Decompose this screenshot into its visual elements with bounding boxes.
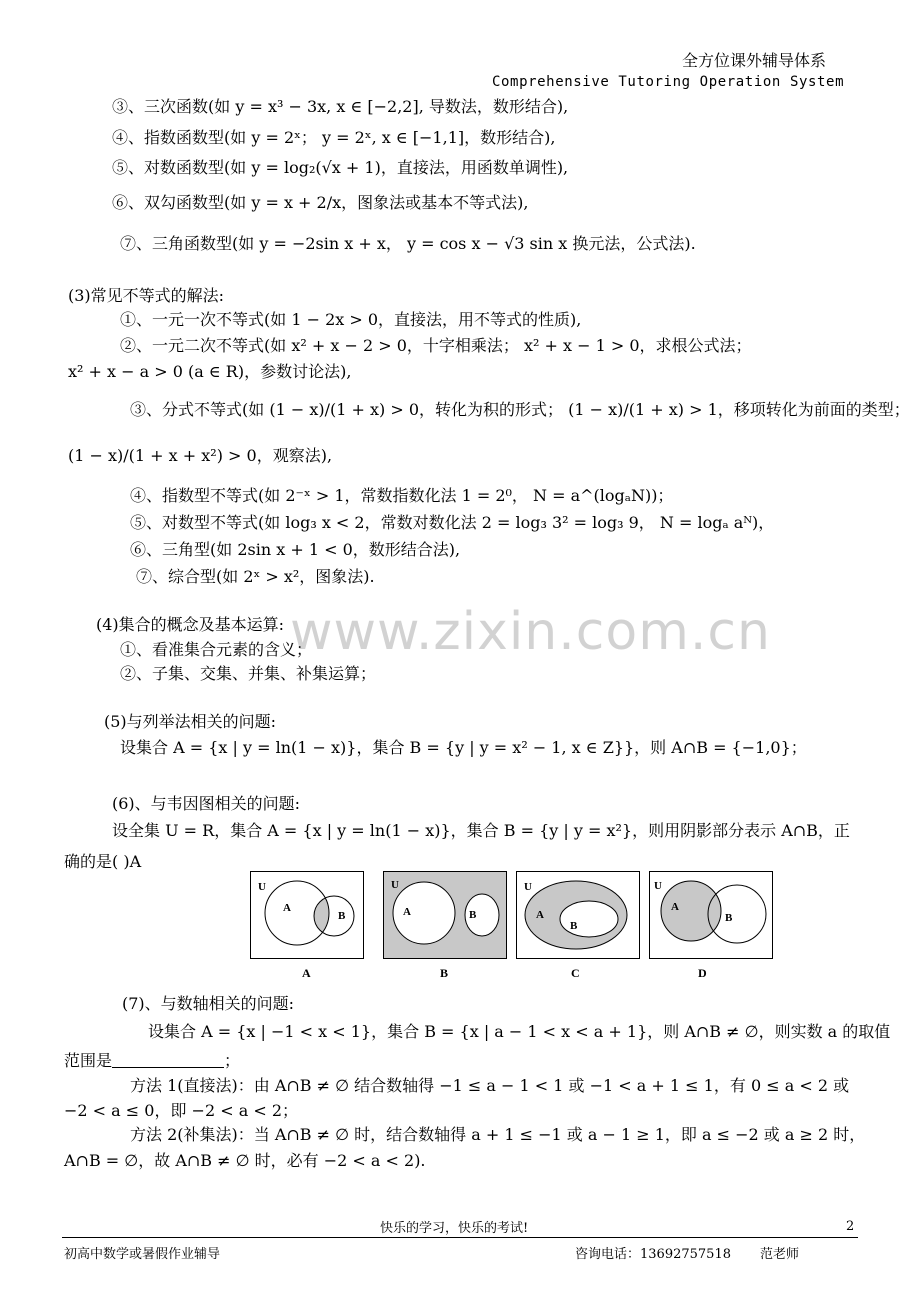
line-method-2: 方法 2(补集法)：当 A∩B ≠ ∅ 时，结合数轴得 a + 1 ≤ −1 或 a − 1 ≥ 1，即 a ≤ −2 或 a ≥ 2 时， xyxy=(130,1125,866,1144)
line-method-1-cont: −2 < a ≤ 0，即 −2 < a < 2； xyxy=(64,1101,299,1120)
line-trig-inequality: ⑥、三角型(如 2sin x + 1 < 0，数形结合法), xyxy=(130,540,461,559)
line-log-inequality: ⑤、对数型不等式(如 log₃ x < 2，常数对数化法 2 = log₃ 3² = log₃ 9， N = logₐ aᴺ)， xyxy=(130,513,775,532)
line-quadratic-inequality-cont: x² + x − a > 0 (a ∈ R)，参数讨论法), xyxy=(68,362,352,381)
line-exponential-function: ④、指数函数型(如 y = 2ˣ； y = 2ˣ, x ∈ [−1,1]，数形结合), xyxy=(112,128,556,147)
header-title-cn: 全方位课外辅导体系 xyxy=(682,51,827,70)
line-enumeration-example: 设集合 A = {x | y = ln(1 − x)}，集合 B = {y | y = x² − 1, x ∈ Z}}，则 A∩B = {−1,0}； xyxy=(120,738,807,757)
line-cubic-function: ③、三次函数(如 y = x³ − 3x, x ∈ [−2,2], 导数法，数形结合), xyxy=(112,97,569,116)
venn-set-a xyxy=(661,881,721,941)
line-fractional-inequality: ③、分式不等式(如 (1 − x)/(1 + x) > 0，转化为积的形式； (1 − x)/(1 + x) > 1，移项转化为前面的类型； xyxy=(130,400,910,419)
venn-b-label: B xyxy=(570,920,578,932)
line-method-2-cont: A∩B = ∅，故 A∩B ≠ ∅ 时，必有 −2 < a < 2). xyxy=(64,1151,426,1170)
line-fractional-inequality-cont: (1 − x)/(1 + x + x²) > 0，观察法), xyxy=(68,446,333,465)
venn-option-c: C xyxy=(571,966,580,980)
venn-b-label: B xyxy=(338,910,346,922)
line-trig-function: ⑦、三角函数型(如 y = −2sin x + x， y = cos x − √3 sin x 换元法，公式法). xyxy=(120,234,696,253)
venn-option-b: B xyxy=(440,966,449,980)
footer-teacher: 范老师 xyxy=(760,1247,800,1262)
venn-u-label: U xyxy=(654,880,662,892)
venn-b-label: B xyxy=(469,909,477,921)
venn-diagram-a xyxy=(250,871,364,959)
venn-a-label: A xyxy=(536,909,544,921)
footer-slogan: 快乐的学习，快乐的考试! xyxy=(380,1221,529,1236)
venn-u-label: U xyxy=(524,881,532,893)
line-range-blank xyxy=(64,1051,240,1071)
line-number-line-question: 设集合 A = {x | −1 < x < 1}，集合 B = {x | a − 1 < x < a + 1}，则 A∩B ≠ ∅，则实数 a 的取值 xyxy=(148,1022,891,1041)
line-linear-inequality: ①、一元一次不等式(如 1 − 2x > 0，直接法，用不等式的性质), xyxy=(120,310,582,329)
line-hook-function: ⑥、双勾函数型(如 y = x + 2/x，图象法或基本不等式法), xyxy=(112,193,529,212)
venn-a-label: A xyxy=(671,901,679,913)
header-title-en: Comprehensive Tutoring Operation System xyxy=(492,74,845,90)
venn-set-b xyxy=(560,901,618,937)
line-combined-inequality: ⑦、综合型(如 2ˣ > x²，图象法). xyxy=(136,567,375,586)
venn-a-label: A xyxy=(283,902,291,914)
answer-blank xyxy=(112,1051,224,1068)
venn-u-label: U xyxy=(391,879,399,891)
line-venn-question: 设全集 U = R，集合 A = {x | y = ln(1 − x)}，集合 B = {y | y = x²}，则用阴影部分表示 A∩B，正 xyxy=(112,821,850,840)
line-quadratic-inequality: ②、一元二次不等式(如 x² + x − 2 > 0，十字相乘法； x² + x − 1 > 0，求根公式法； xyxy=(120,336,752,355)
footer-left-text: 初高中数学或暑假作业辅导 xyxy=(64,1247,221,1262)
line-set-operations: ②、子集、交集、并集、补集运算； xyxy=(120,664,377,683)
venn-option-d: D xyxy=(698,966,707,980)
venn-a-label: A xyxy=(403,906,411,918)
venn-option-a: A xyxy=(302,966,311,980)
section-venn: (6)、与韦因图相关的问题: xyxy=(112,794,301,813)
section-enumeration: (5)与列举法相关的问题: xyxy=(104,712,277,731)
line-set-elements: ①、看准集合元素的含义； xyxy=(120,640,313,659)
venn-u-label: U xyxy=(258,881,266,893)
footer-phone: 咨询电话：13692757518 xyxy=(575,1247,731,1262)
range-label: 范围是 xyxy=(64,1051,113,1070)
venn-diagram-b xyxy=(383,871,507,959)
watermark: www.zixin.com.cn xyxy=(290,602,771,662)
range-suffix: ； xyxy=(224,1051,241,1070)
section-number-line: (7)、与数轴相关的问题: xyxy=(122,994,295,1013)
venn-diagram-c xyxy=(516,871,640,959)
section-inequalities: (3)常见不等式的解法: xyxy=(68,286,225,305)
section-sets: (4)集合的概念及基本运算: xyxy=(96,615,285,634)
page-number: 2 xyxy=(846,1219,855,1234)
footer-divider xyxy=(62,1237,858,1238)
venn-b-label: B xyxy=(725,912,733,924)
line-venn-answer: 确的是( )A xyxy=(64,852,142,871)
venn-diagram-d xyxy=(649,871,773,959)
line-log-function: ⑤、对数函数型(如 y = log₂(√x + 1)，直接法，用函数单调性), xyxy=(112,158,569,177)
line-exponential-inequality: ④、指数型不等式(如 2⁻ˣ > 1，常数指数化法 1 = 2⁰， N = a^(logₐN))； xyxy=(130,486,674,505)
line-method-1: 方法 1(直接法)：由 A∩B ≠ ∅ 结合数轴得 −1 ≤ a − 1 < 1 或 −1 < a + 1 ≤ 1，有 0 ≤ a < 2 或 xyxy=(130,1076,850,1095)
